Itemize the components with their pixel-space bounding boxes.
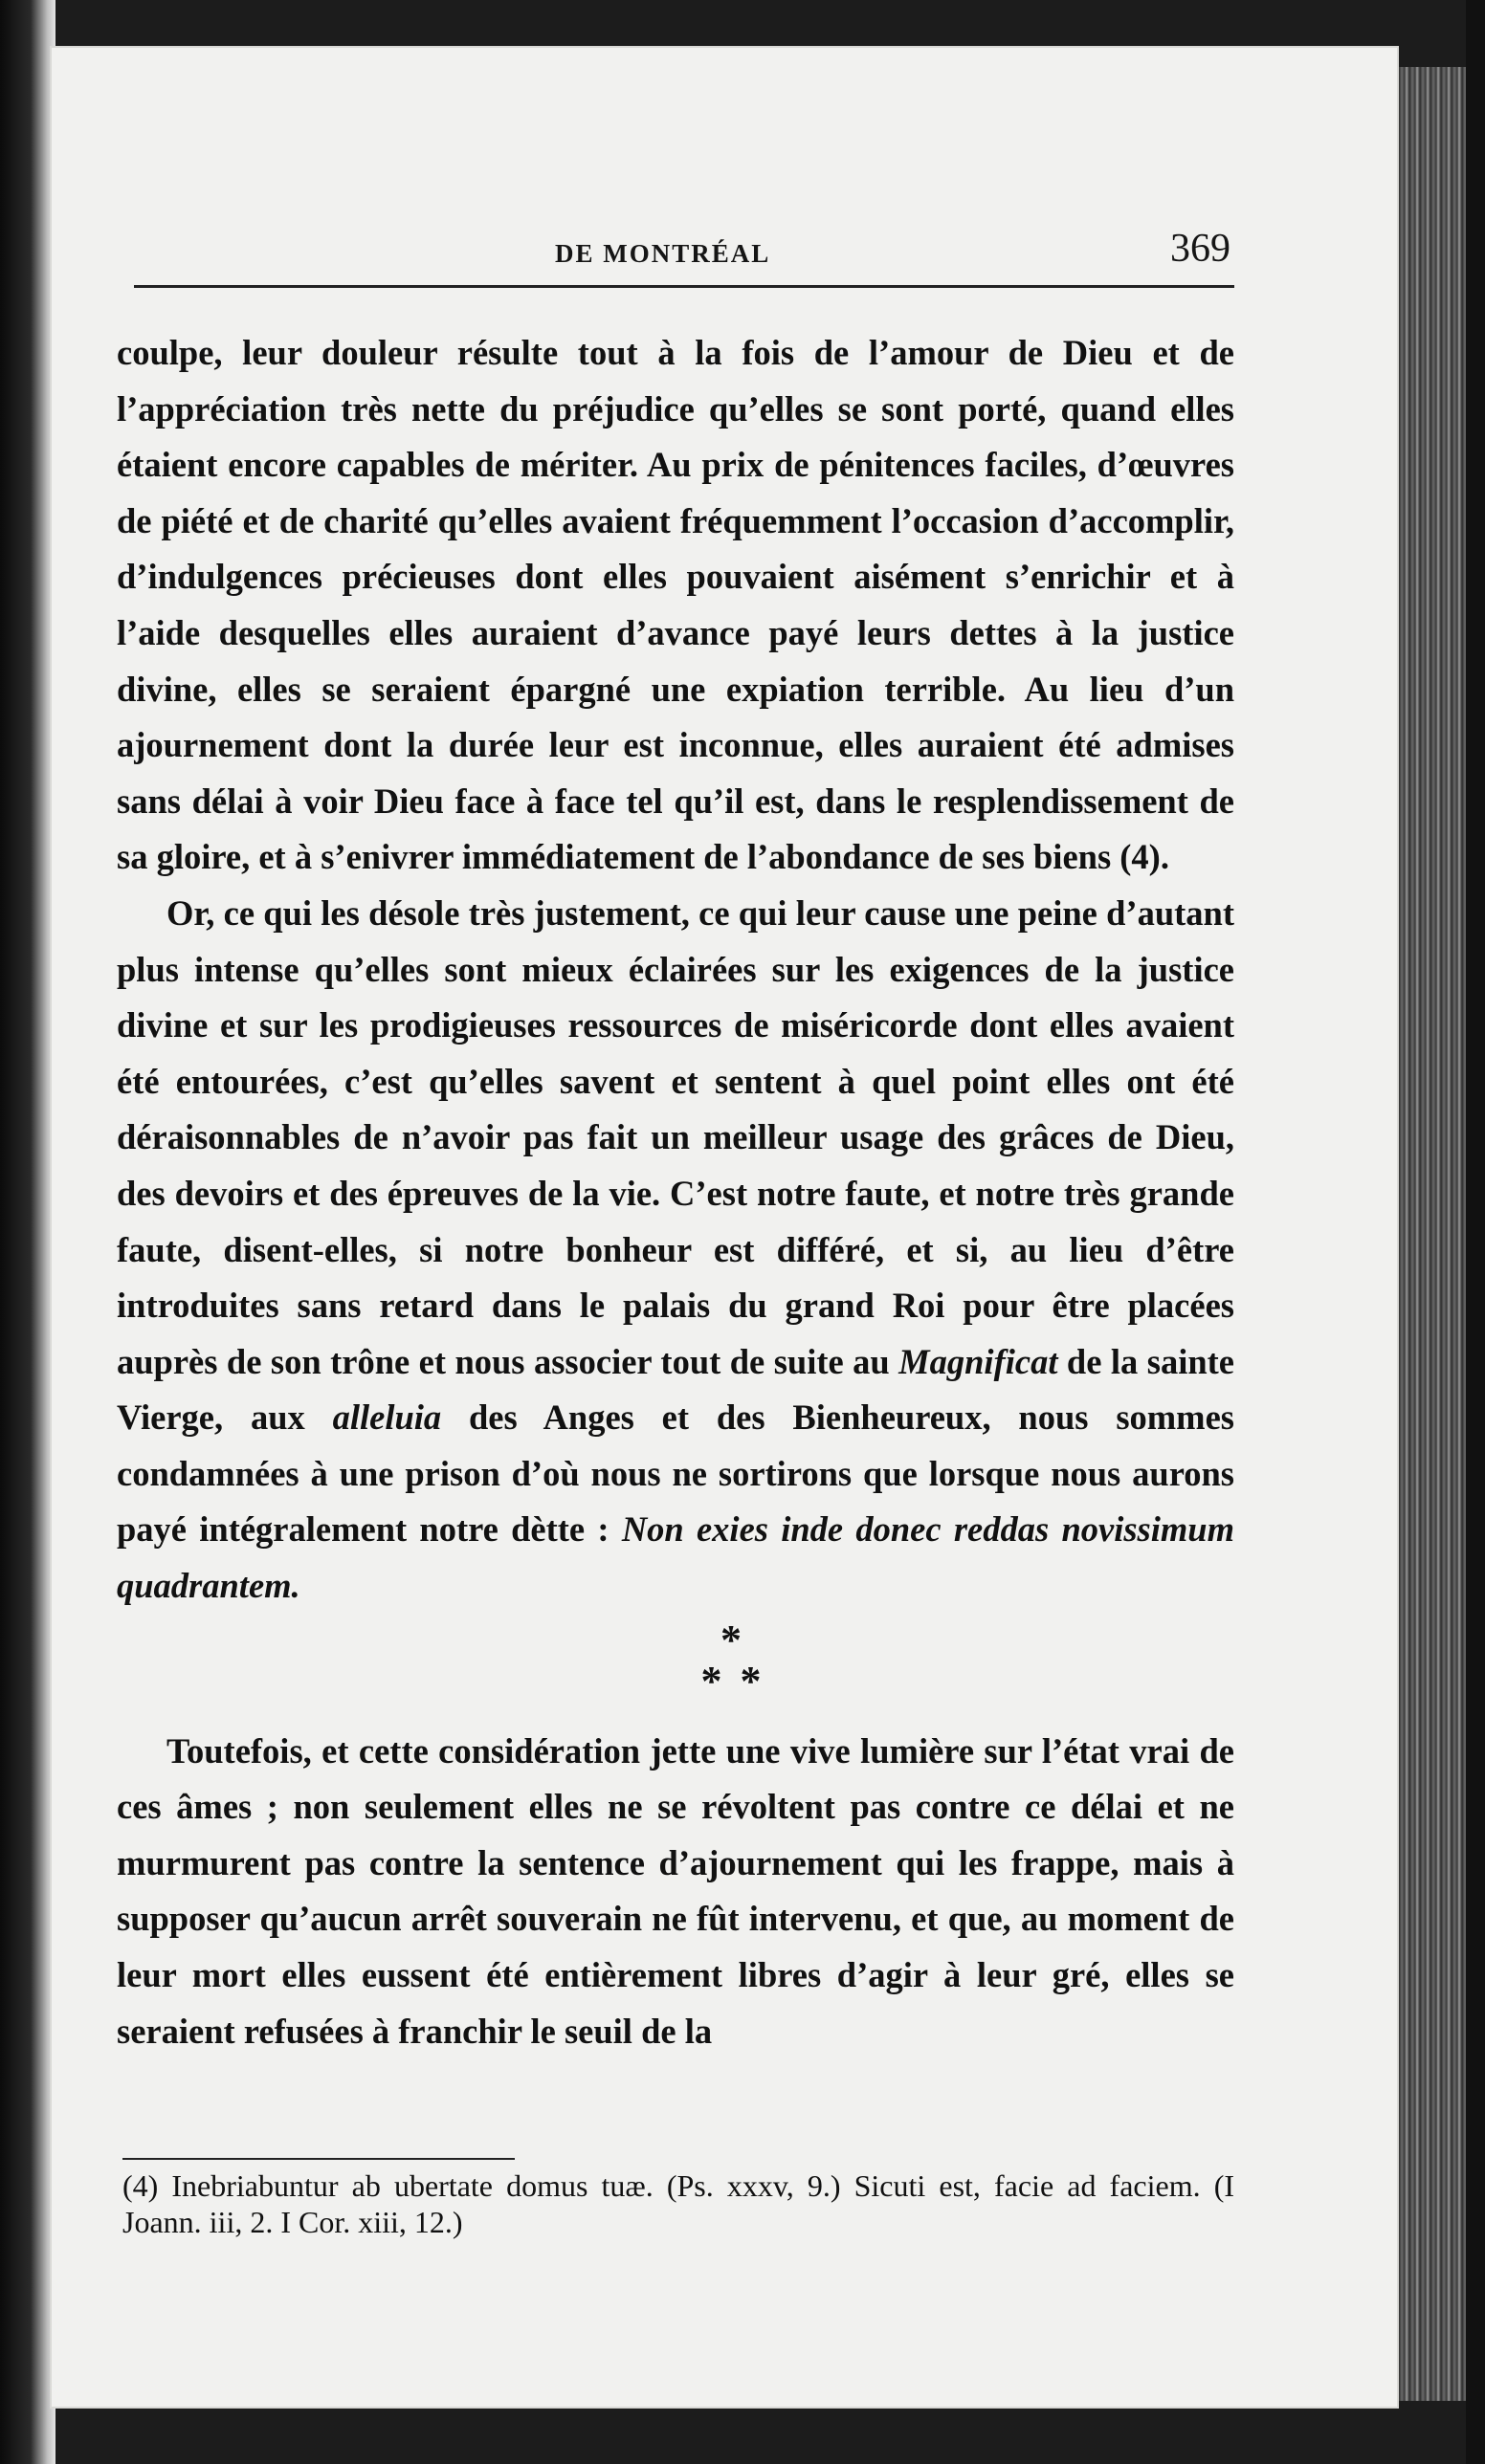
separator-star-top: *: [720, 1616, 745, 1663]
separator-stars-bottom: * *: [700, 1657, 765, 1705]
paragraph-2: [117, 886, 1234, 1615]
alleluia-word: alleluia: [332, 1397, 442, 1438]
paragraph-2-between: de la sainte Vierge, aux: [117, 1341, 1234, 1438]
page-number: 369: [1170, 227, 1230, 271]
magnificat-word: Magnificat: [898, 1341, 1058, 1381]
body-text: [117, 325, 1234, 2059]
section-separator: [117, 1616, 1234, 1708]
binding-shadow: [0, 0, 55, 2464]
footnote-rule: [122, 2158, 515, 2160]
footnote-text: (4) Inebriabuntur ab ubertate domus tuæ. (Ps. xxxv, 9.) Sicuti est, facie ad faciem. (I Joann. iii, 2. I Cor. xiii, 12.): [122, 2168, 1234, 2239]
header-rule: [134, 285, 1234, 288]
running-head: DE MONTRÉAL: [555, 239, 771, 268]
footnote: [122, 2167, 1234, 2240]
page-header: [134, 222, 1234, 279]
scan-border: [1466, 0, 1485, 2464]
page-edges: [1399, 67, 1466, 2401]
paragraph-2-end: des Anges et des Bienheureux, nous sommes condamnées à une prison d’où nous ne sortirons que lorsque nous aurons payé intégralement notre dètte :: [117, 1397, 1234, 1550]
paragraph-2-text: Or, ce qui les désole très justement, ce qui leur cause une peine d’autant plus intense qu’elles sont mieux éclairées sur les exigences de la justice divine et sur les prodigieuses ressources de miséricorde dont elles avaient été entourées, c’est qu’elles savent et sentent à quel point elles ont été déraisonnables de n’avoir pas fait un meilleur usage des grâces de Dieu, des devoirs et des épreuves de la vie. C’est notre faute, et notre très grande faute, disent-elles, si notre bonheur est différé, et si, au lieu d’être introduites sans retard dans le palais du grand Roi pour être placées auprès de son trône et nous associer tout de suite au: [117, 892, 1234, 1381]
paragraph-1: coulpe, leur douleur résulte tout à la fois de l’amour de Dieu et de l’appréciation très nette du préjudice qu’elles se sont porté, quand elles étaient encore capables de mériter. Au prix de pénitences faciles, d’œuvres de piété et de charité qu’elles avaient fréquemment l’occasion d’accomplir, d’indulgences précieuses dont elles pouvaient aisément s’enrichir et à l’aide desquelles elles auraient d’avance payé leurs dettes à la justice divine, elles se seraient épargné une expiation terrible. Au lieu d’un ajournement dont la durée leur est inconnue, elles auraient été admises sans délai à voir Dieu face à face tel qu’il est, dans le resplendissement de sa gloire, et à s’enivrer immédiatement de l’abondance de ses biens (4).: [117, 333, 1234, 877]
paragraph-3: Toutefois, et cette considération jette une vive lumière sur l’état vrai de ces âmes ; non seulement elles ne se révoltent pas contre ce délai et ne murmurent pas contre la sentence d’ajournement qui les frappe, mais à supposer qu’aucun arrêt souverain ne fût intervenu, et que, au moment de leur mort elles eussent été entièrement libres d’agir à leur gré, elles se seraient refusées à franchir le seuil de la: [117, 1730, 1234, 2051]
latin-quote: Non exies inde donec reddas novissimum quadrantem.: [117, 1509, 1234, 1606]
